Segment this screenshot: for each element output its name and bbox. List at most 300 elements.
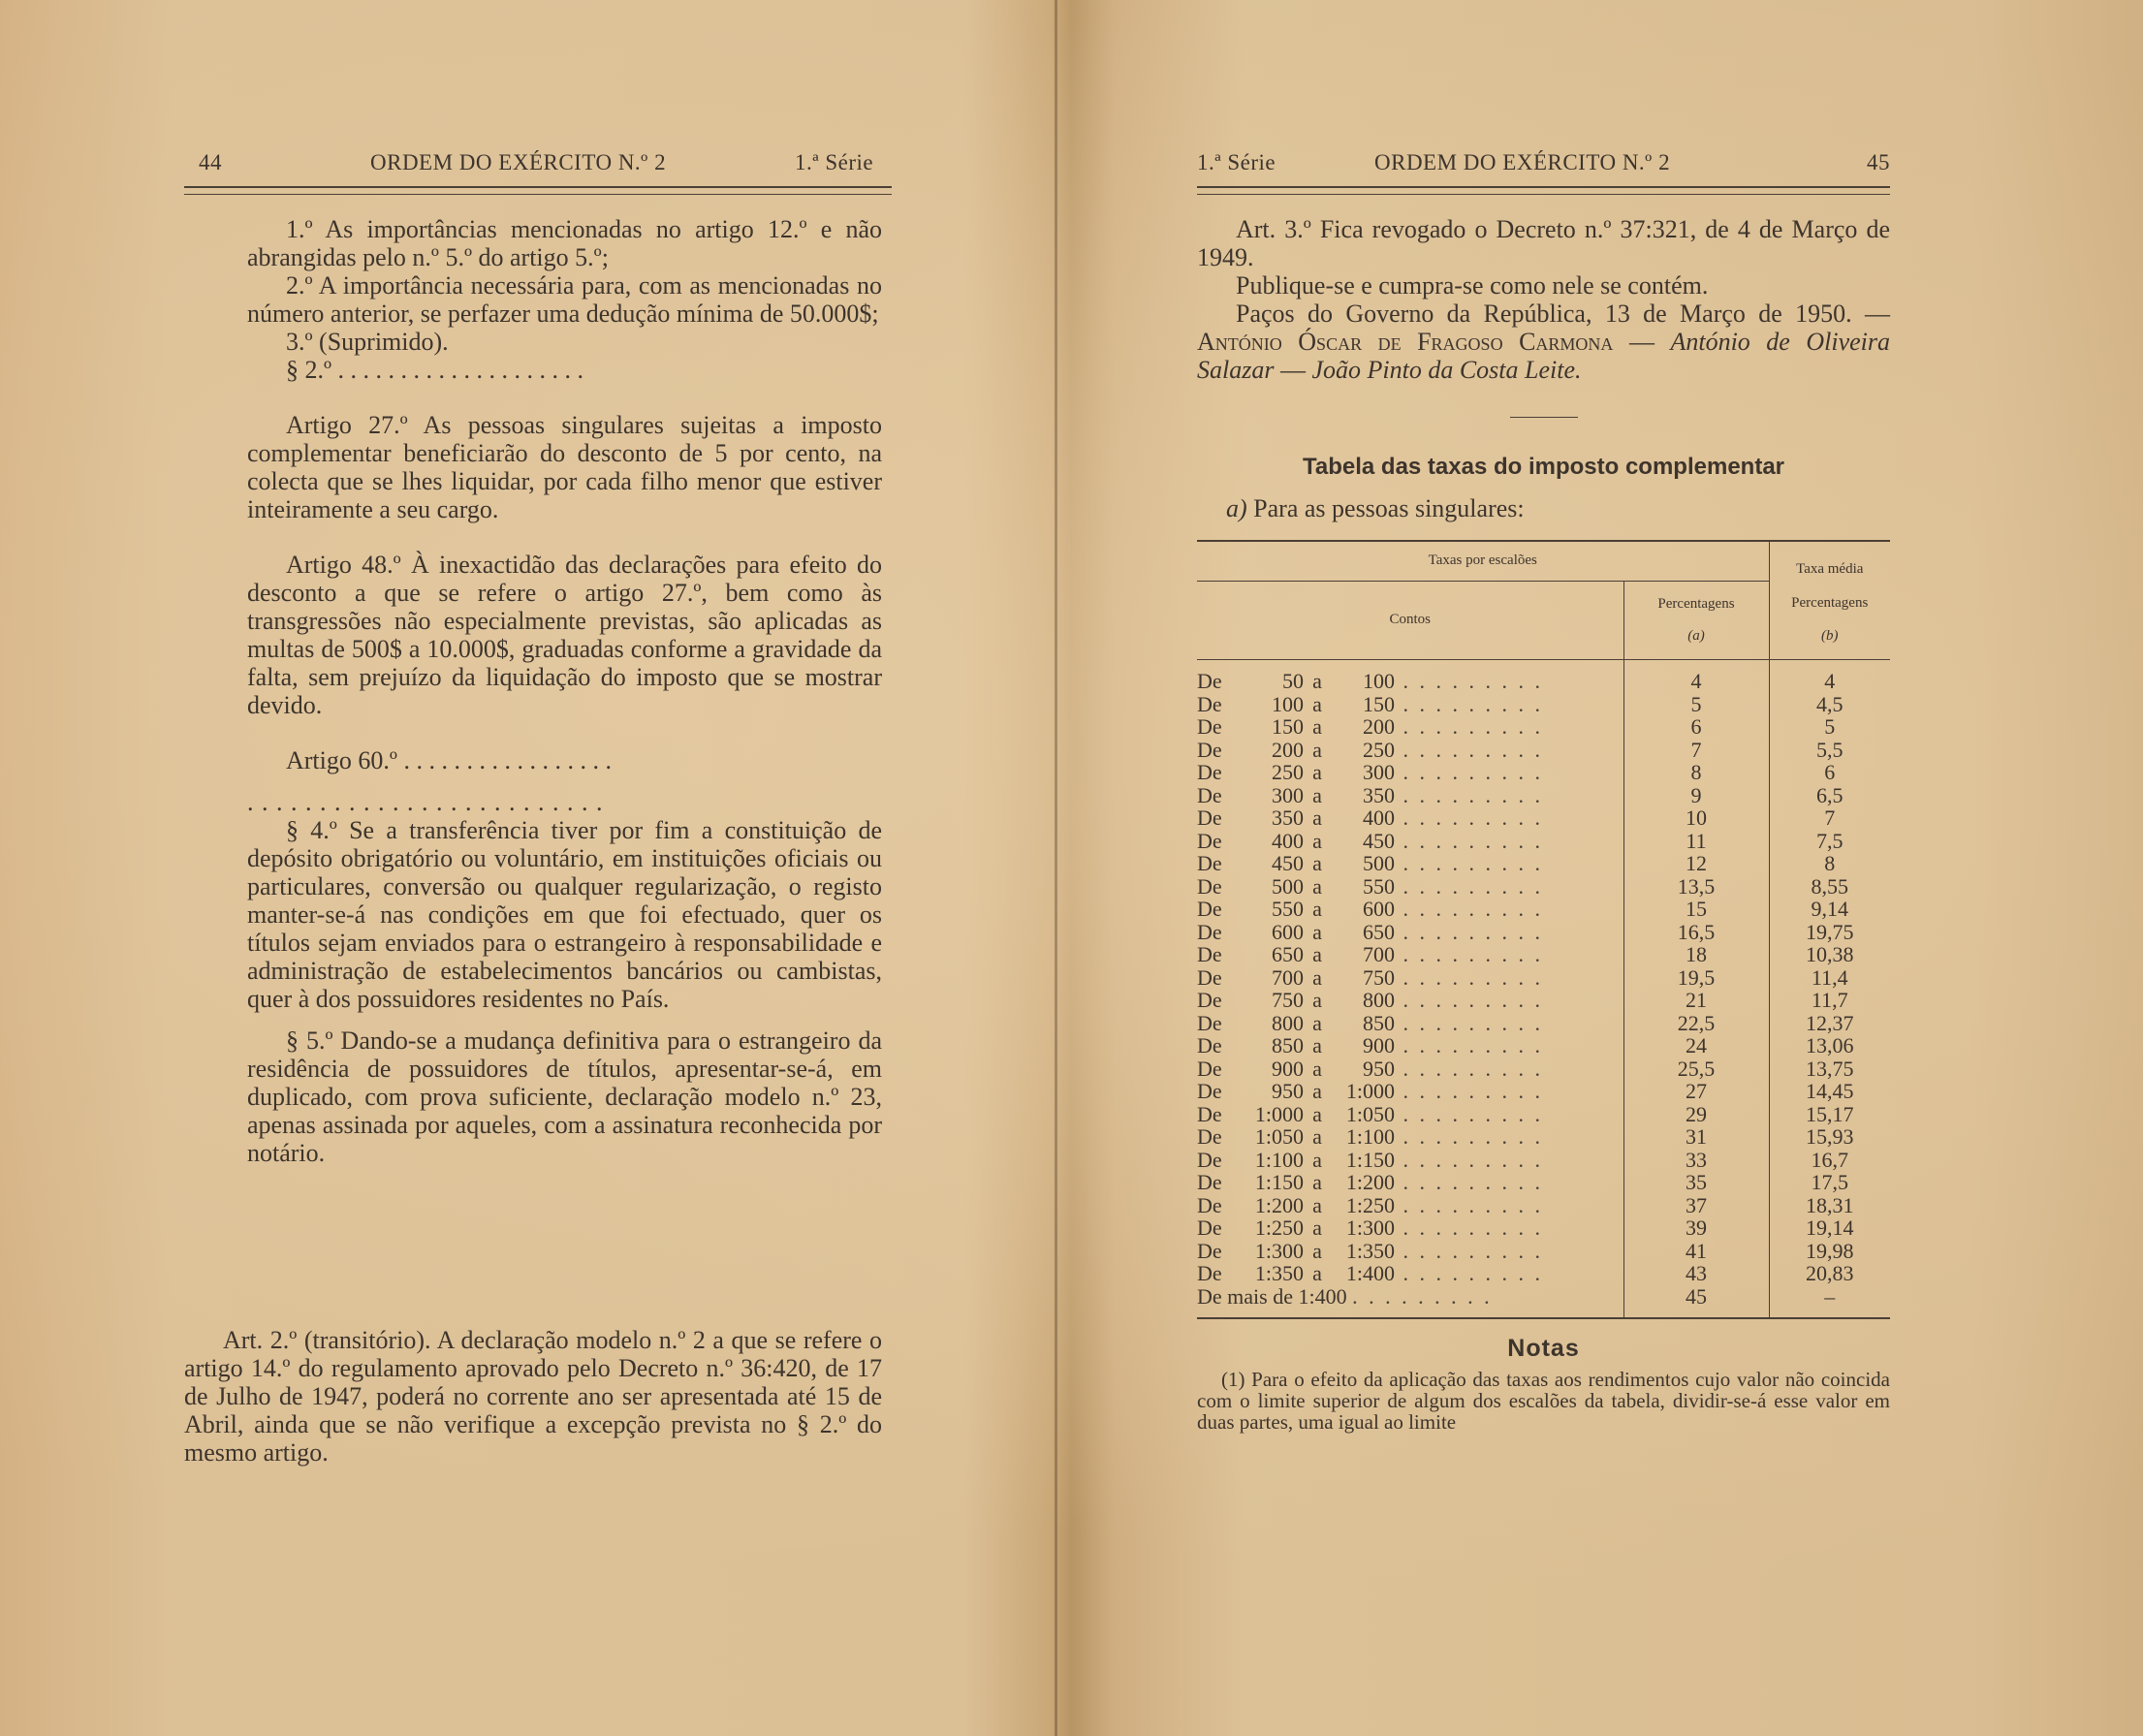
spacer	[247, 384, 882, 411]
spacer	[1197, 522, 1890, 540]
table-row	[1197, 898, 1890, 921]
cell-percent-a: 5	[1623, 693, 1769, 716]
table-row	[1197, 1240, 1890, 1263]
table-row	[1197, 761, 1890, 784]
left-header-title: ORDEM DO EXÉRCITO N.º 2	[370, 150, 667, 174]
range-a: a	[1312, 988, 1322, 1012]
header-percentagens-a	[1623, 582, 1769, 660]
leader-dots: . . . . . . . . .	[1395, 1215, 1543, 1240]
range-a: a	[1312, 1170, 1322, 1194]
table-row	[1197, 852, 1890, 875]
table-row	[1197, 1194, 1890, 1217]
note-1: (1) Para o efeito da aplicação das taxas aos rendimentos cujo valor não coincida com o limite superior de algum dos escalões da tabela, dividir-se-á esse valor em duas partes, uma igual ao limite	[1197, 1368, 1890, 1434]
cell-percent-a: 21	[1623, 989, 1769, 1012]
leader-dots: . . . . . . . . .	[1395, 1170, 1543, 1194]
right-running-head	[1197, 150, 1890, 185]
table-row	[1197, 1103, 1890, 1126]
range-to: 100	[1363, 669, 1395, 693]
range-to: 1:250	[1345, 1192, 1395, 1217]
left-header-rule	[184, 186, 892, 195]
range-de: De	[1197, 873, 1222, 899]
cell-percent-b: 11,7	[1811, 988, 1848, 1012]
cell-escalao	[1197, 693, 1623, 716]
range-de: De	[1197, 1215, 1222, 1240]
range-a: a	[1312, 737, 1322, 762]
range-de: De	[1197, 919, 1222, 944]
cell-percent-b: 16,7	[1811, 1147, 1848, 1172]
leader-dots: . . . . . . . . .	[1395, 964, 1543, 990]
cell-escalao	[1197, 1216, 1623, 1240]
spacer	[247, 523, 882, 551]
range-to: 750	[1363, 964, 1395, 990]
cell-escalao	[1197, 1012, 1623, 1035]
signatory-1: António Óscar de Fragoso Carmona	[1197, 328, 1614, 356]
cell-escalao	[1197, 943, 1623, 966]
pacos-text: Paços do Governo da República, 13 de Março de 1950. —	[1236, 300, 1890, 328]
cell-escalao	[1197, 989, 1623, 1012]
range-to: 600	[1363, 897, 1395, 921]
range-from: 600	[1272, 919, 1304, 944]
leader-dots: . . . . . . . . .	[1395, 942, 1543, 966]
artigo-60: Artigo 60.º . . . . . . . . . . . . . . . . .	[286, 746, 612, 774]
table-row	[1197, 670, 1890, 693]
range-from: 350	[1272, 805, 1304, 830]
range-de: De	[1197, 828, 1222, 853]
art-2-transitorio: Art. 2.º (transitório). A declaração modelo n.º 2 a que se refere o artigo 14.º do regulamento aprovado pelo Decreto n.º 36:420, de 17 de Julho de 1947, poderá no corrente ano ser apresentada até 15 de Abril, ainda que se não verifique a excepção prevista no § 2.º do mesmo artigo.	[184, 1326, 882, 1467]
cell-escalao	[1197, 1080, 1623, 1103]
spacer	[247, 719, 882, 746]
cell-percent-a: 7	[1623, 739, 1769, 762]
range-from: 450	[1272, 851, 1304, 875]
range-a: a	[1312, 805, 1322, 830]
range-to: 1:150	[1345, 1147, 1395, 1172]
leader-dots: . . . . . . . . .	[1352, 1283, 1493, 1309]
right-page	[1197, 0, 1890, 1736]
range-a: a	[1312, 873, 1322, 899]
item-1: 1.º As importâncias mencionadas no artigo 12.º e não abrangidas pelo n.º 5.º do artigo 5.º;	[247, 215, 882, 271]
cell-percent-a: 8	[1623, 761, 1769, 784]
cell-escalao	[1197, 739, 1623, 762]
leader-dots: . . . . . . . . .	[1395, 714, 1543, 739]
cell-percent-b: 15,17	[1806, 1101, 1854, 1126]
range-de: De	[1197, 851, 1222, 875]
range-a: a	[1312, 964, 1322, 990]
cell-escalao	[1197, 1240, 1623, 1263]
range-a: a	[1312, 1079, 1322, 1103]
spacer	[247, 1013, 882, 1026]
range-from: 400	[1272, 828, 1304, 853]
range-de: De	[1197, 691, 1222, 716]
range-to: 1:400	[1345, 1261, 1395, 1285]
cell-escalao	[1197, 966, 1623, 990]
publique: Publique-se e cumpra-se como nele se contém.	[1236, 271, 1709, 300]
range-de: De	[1197, 1170, 1222, 1194]
range-to: 1:100	[1345, 1124, 1395, 1149]
item-3: 3.º (Suprimido).	[286, 328, 449, 356]
range-a: a	[1312, 1192, 1322, 1217]
range-a: a	[1312, 1010, 1322, 1035]
spacer	[1197, 481, 1890, 494]
last-value: 1:400	[1298, 1283, 1347, 1309]
cell-percent-a: 13,5	[1623, 875, 1769, 899]
range-to: 700	[1363, 942, 1395, 966]
leader-dots: . . . . . . . . .	[1395, 1124, 1543, 1149]
leader-dots: . . . . . . . . .	[1395, 1261, 1543, 1285]
range-de: De	[1197, 942, 1222, 966]
dotted-line: . . . . . . . . . . . . . . . . . . . . . . . . .	[247, 788, 604, 816]
cell-percent-b: 8,55	[1811, 873, 1848, 899]
header-contos: Contos	[1197, 582, 1623, 660]
range-to: 1:200	[1345, 1170, 1395, 1194]
cell-escalao	[1197, 784, 1623, 807]
range-from: 950	[1272, 1079, 1304, 1103]
range-to: 200	[1363, 714, 1395, 739]
range-from: 850	[1272, 1033, 1304, 1057]
left-header-series: 1.ª Série	[795, 150, 874, 174]
range-de: De	[1197, 988, 1222, 1012]
cell-escalao	[1197, 1194, 1623, 1217]
cell-percent-a: 35	[1623, 1171, 1769, 1194]
cell-percent-a: 45	[1623, 1285, 1769, 1309]
cell-percent-a: 10	[1623, 806, 1769, 830]
cell-percent-a: 25,5	[1623, 1057, 1769, 1081]
item-2: 2.º A importância necessária para, com as mencionadas no número anterior, se perfazer uma dedução mínima de 50.000$;	[247, 271, 882, 328]
range-a: a	[1312, 691, 1322, 716]
tax-rates-table	[1197, 540, 1890, 1319]
range-de: De	[1197, 1192, 1222, 1217]
cell-percent-a: 15	[1623, 898, 1769, 921]
perc-a-label: Percentagens	[1657, 595, 1735, 612]
range-to: 150	[1363, 691, 1395, 716]
perc-a-note: (a)	[1687, 628, 1705, 644]
cell-escalao	[1197, 1103, 1623, 1126]
range-de: De	[1197, 805, 1222, 830]
cell-percent-b: 9,14	[1811, 897, 1848, 921]
header-taxas-por-escaloes: Taxas por escalões	[1197, 541, 1769, 582]
range-to: 1:050	[1345, 1101, 1395, 1126]
range-from: 150	[1272, 714, 1304, 739]
leader-dots: . . . . . . . . .	[1395, 1238, 1543, 1263]
range-from: 50	[1282, 669, 1304, 693]
range-a: a	[1312, 1056, 1322, 1081]
leader-dots: . . . . . . . . .	[1395, 1147, 1543, 1172]
leader-dots: . . . . . . . . .	[1395, 1192, 1543, 1217]
range-de: De	[1197, 1261, 1222, 1285]
left-page-number: 44	[199, 150, 222, 174]
cell-percent-b: 6,5	[1816, 782, 1844, 807]
cell-percent-a: 4	[1623, 670, 1769, 693]
signatory-sep-2: —	[1274, 356, 1312, 384]
spacer	[247, 774, 882, 788]
cell-percent-b: 4	[1824, 669, 1836, 693]
range-de: De	[1197, 897, 1222, 921]
cell-percent-a: 43	[1623, 1262, 1769, 1285]
cell-percent-b: 7	[1824, 805, 1836, 830]
range-from: 250	[1272, 760, 1304, 784]
cell-percent-a: 18	[1623, 943, 1769, 966]
header-taxa-media: Taxa média	[1769, 541, 1890, 582]
leader-dots: . . . . . . . . .	[1395, 851, 1543, 875]
table-row	[1197, 784, 1890, 807]
range-a: a	[1312, 828, 1322, 853]
cell-escalao	[1197, 875, 1623, 899]
range-a: a	[1312, 919, 1322, 944]
cell-percent-a: 27	[1623, 1080, 1769, 1103]
signatory-2: António de Oliveira Salazar	[1197, 328, 1891, 384]
perc-b-label: Percentagens	[1791, 595, 1869, 612]
table-row	[1197, 989, 1890, 1012]
cell-percent-b: 13,75	[1806, 1056, 1854, 1081]
leader-dots: . . . . . . . . .	[1395, 691, 1543, 716]
table-row	[1197, 1012, 1890, 1035]
cell-percent-b: 17,5	[1811, 1170, 1848, 1194]
range-from: 1:200	[1254, 1192, 1304, 1217]
leader-dots: . . . . . . . . .	[1395, 988, 1543, 1012]
range-from: 750	[1272, 988, 1304, 1012]
range-a: a	[1312, 1124, 1322, 1149]
right-header-title: ORDEM DO EXÉRCITO N.º 2	[1374, 150, 1671, 174]
leader-dots: . . . . . . . . .	[1395, 1033, 1543, 1057]
range-from: 1:100	[1254, 1147, 1304, 1172]
cell-escalao	[1197, 921, 1623, 944]
book-gutter	[1055, 0, 1057, 1736]
range-from: 1:150	[1254, 1170, 1304, 1194]
subtitle-letter: a)	[1226, 494, 1247, 522]
left-text-block	[247, 215, 882, 1167]
cell-percent-b: –	[1824, 1283, 1836, 1309]
cell-escalao	[1197, 670, 1623, 693]
cell-escalao	[1197, 761, 1623, 784]
cell-percent-a: 19,5	[1623, 966, 1769, 990]
table-row	[1197, 1080, 1890, 1103]
leader-dots: . . . . . . . . .	[1395, 919, 1543, 944]
range-from: 900	[1272, 1056, 1304, 1081]
cell-percent-b: 15,93	[1806, 1124, 1854, 1149]
range-de: De	[1197, 1033, 1222, 1057]
range-to: 350	[1363, 782, 1395, 807]
range-from: 1:050	[1254, 1124, 1304, 1149]
table-row	[1197, 1216, 1890, 1240]
range-from: 650	[1272, 942, 1304, 966]
art-3: Art. 3.º Fica revogado o Decreto n.º 37:321, de 4 de Março de 1949.	[1197, 215, 1890, 271]
leader-dots: . . . . . . . . .	[1395, 805, 1543, 830]
range-de: De	[1197, 1238, 1222, 1263]
range-a: a	[1312, 714, 1322, 739]
range-to: 1:350	[1345, 1238, 1395, 1263]
cell-escalao	[1197, 1149, 1623, 1172]
cell-escalao	[1197, 830, 1623, 853]
range-to: 1:000	[1345, 1079, 1395, 1103]
cell-percent-b: 14,45	[1806, 1079, 1854, 1103]
cell-percent-b: 18,31	[1806, 1192, 1854, 1217]
perc-b-note: (b)	[1821, 627, 1839, 644]
range-a: a	[1312, 897, 1322, 921]
cell-percent-b: 20,83	[1806, 1261, 1854, 1285]
right-header-rule	[1197, 186, 1890, 195]
range-de: De	[1197, 1101, 1222, 1126]
artigo-48: Artigo 48.º À inexactidão das declarações para efeito do desconto a que se refere o artigo 27.º, bem como às transgressões não especialmente previstas, são aplicadas as multas de 500$ a 10.000$, graduadas conforme a gravidade da falta, sem prejuízo da liquidação do imposto que se mostrar devido.	[247, 551, 882, 719]
leader-dots: . . . . . . . . .	[1395, 760, 1543, 784]
leader-dots: . . . . . . . . .	[1395, 782, 1543, 807]
table-row	[1197, 943, 1890, 966]
table-row	[1197, 1149, 1890, 1172]
signatory-sep-1: —	[1613, 328, 1671, 356]
paragraph-2-dots: § 2.º . . . . . . . . . . . . . . . . . . . .	[286, 356, 584, 384]
range-to: 800	[1363, 988, 1395, 1012]
range-from: 100	[1272, 691, 1304, 716]
range-from: 800	[1272, 1010, 1304, 1035]
leader-dots: . . . . . . . . .	[1395, 828, 1543, 853]
cell-escalao	[1197, 1125, 1623, 1149]
table-row	[1197, 739, 1890, 762]
range-a: a	[1312, 782, 1322, 807]
cell-escalao	[1197, 898, 1623, 921]
leader-dots: . . . . . . . . .	[1395, 1056, 1543, 1081]
range-to: 500	[1363, 851, 1395, 875]
range-from: 1:000	[1254, 1101, 1304, 1126]
range-a: a	[1312, 760, 1322, 784]
range-de: De	[1197, 1079, 1222, 1103]
cell-percent-a: 9	[1623, 784, 1769, 807]
range-de: De	[1197, 669, 1222, 693]
table-row	[1197, 1171, 1890, 1194]
leader-dots: . . . . . . . . .	[1395, 873, 1543, 899]
leader-dots: . . . . . . . . .	[1395, 669, 1543, 693]
cell-percent-b: 12,37	[1806, 1010, 1854, 1035]
table-row	[1197, 1262, 1890, 1285]
left-page	[184, 0, 892, 1736]
notes-title: Notas	[1507, 1335, 1580, 1362]
table-title: Tabela das taxas do imposto complementar	[1302, 454, 1785, 480]
cell-percent-b: 5,5	[1816, 737, 1844, 762]
leader-dots: . . . . . . . . .	[1395, 1010, 1543, 1035]
range-to: 1:300	[1345, 1215, 1395, 1240]
cell-percent-b: 4,5	[1816, 691, 1844, 716]
range-a: a	[1312, 1215, 1322, 1240]
range-a: a	[1312, 1101, 1322, 1126]
cell-percent-a: 6	[1623, 715, 1769, 739]
cell-percent-a: 41	[1623, 1240, 1769, 1263]
pacos-do-governo	[1197, 300, 1890, 384]
cell-percent-b: 6	[1824, 760, 1836, 784]
cell-percent-b: 7,5	[1816, 828, 1844, 853]
range-from: 700	[1272, 964, 1304, 990]
range-to: 550	[1363, 873, 1395, 899]
cell-percent-b: 8	[1824, 851, 1836, 875]
cell-percent-a: 39	[1623, 1216, 1769, 1240]
last-label: De mais de	[1197, 1283, 1293, 1309]
range-a: a	[1312, 1261, 1322, 1285]
cell-escalao-last	[1197, 1285, 1623, 1309]
cell-percent-a: 24	[1623, 1034, 1769, 1057]
table-subtitle	[1197, 494, 1890, 522]
range-de: De	[1197, 760, 1222, 784]
range-de: De	[1197, 782, 1222, 807]
leader-dots: . . . . . . . . .	[1395, 737, 1543, 762]
cell-percent-a: 16,5	[1623, 921, 1769, 944]
range-from: 1:300	[1254, 1238, 1304, 1263]
range-de: De	[1197, 964, 1222, 990]
range-from: 1:350	[1254, 1261, 1304, 1285]
range-to: 400	[1363, 805, 1395, 830]
table-row	[1197, 966, 1890, 990]
range-to: 650	[1363, 919, 1395, 944]
cell-percent-b: 13,06	[1806, 1033, 1854, 1057]
leader-dots: . . . . . . . . .	[1395, 1079, 1543, 1103]
range-to: 950	[1363, 1056, 1395, 1081]
spacer	[1197, 418, 1890, 453]
cell-percent-b: 5	[1824, 714, 1836, 739]
cell-escalao	[1197, 852, 1623, 875]
cell-escalao	[1197, 1171, 1623, 1194]
cell-percent-a: 22,5	[1623, 1012, 1769, 1035]
right-text-block	[1197, 215, 1890, 1433]
cell-percent-b: 19,98	[1806, 1238, 1854, 1263]
range-de: De	[1197, 737, 1222, 762]
range-a: a	[1312, 669, 1322, 693]
cell-percent-a: 12	[1623, 852, 1769, 875]
table-row	[1197, 1125, 1890, 1149]
left-running-head	[184, 150, 892, 185]
tax-table-last	[1197, 1285, 1890, 1319]
cell-percent-a: 31	[1623, 1125, 1769, 1149]
table-row	[1197, 806, 1890, 830]
table-row	[1197, 715, 1890, 739]
cell-escalao	[1197, 715, 1623, 739]
range-to: 450	[1363, 828, 1395, 853]
range-from: 300	[1272, 782, 1304, 807]
artigo-27: Artigo 27.º As pessoas singulares sujeitas a imposto complementar beneficiarão do desconto de 5 por cento, na colecta que se lhes liquidar, por cada filho menor que estiver inteiramente a seu cargo.	[247, 411, 882, 523]
table-row	[1197, 830, 1890, 853]
table-row	[1197, 921, 1890, 944]
cell-percent-a: 37	[1623, 1194, 1769, 1217]
left-text-block-2	[184, 1326, 882, 1467]
leader-dots: . . . . . . . . .	[1395, 1101, 1543, 1126]
range-a: a	[1312, 1238, 1322, 1263]
range-a: a	[1312, 851, 1322, 875]
cell-percent-b: 19,14	[1806, 1215, 1854, 1240]
cell-percent-b: 11,4	[1811, 964, 1848, 990]
range-de: De	[1197, 714, 1222, 739]
right-page-number: 45	[1867, 150, 1890, 174]
table-row	[1197, 693, 1890, 716]
cell-escalao	[1197, 1262, 1623, 1285]
range-de: De	[1197, 1010, 1222, 1035]
header-percentagens-b	[1769, 582, 1890, 660]
range-to: 900	[1363, 1033, 1395, 1057]
spacer-row	[1197, 1308, 1890, 1318]
spacer	[1197, 384, 1890, 417]
range-a: a	[1312, 1147, 1322, 1172]
cell-escalao	[1197, 806, 1623, 830]
paragraph-5: § 5.º Dando-se a mudança definitiva para o estrangeiro da residência de possuidores de títulos, apresentar-se-á, em duplicado, com prova suficiente, declaração modelo n.º 23, apenas assinada por aqueles, com a assinatura reconhecida por notário.	[247, 1026, 882, 1167]
table-row-last	[1197, 1285, 1890, 1309]
range-to: 250	[1363, 737, 1395, 762]
range-a: a	[1312, 1033, 1322, 1057]
range-from: 500	[1272, 873, 1304, 899]
range-de: De	[1197, 1056, 1222, 1081]
subtitle-text: Para as pessoas singulares:	[1246, 494, 1525, 522]
cell-percent-a: 33	[1623, 1149, 1769, 1172]
range-to: 300	[1363, 760, 1395, 784]
range-from: 550	[1272, 897, 1304, 921]
cell-percent-a: 29	[1623, 1103, 1769, 1126]
range-de: De	[1197, 1147, 1222, 1172]
cell-percent-a: 11	[1623, 830, 1769, 853]
range-a: a	[1312, 942, 1322, 966]
table-row	[1197, 1034, 1890, 1057]
cell-percent-b: 19,75	[1806, 919, 1854, 944]
